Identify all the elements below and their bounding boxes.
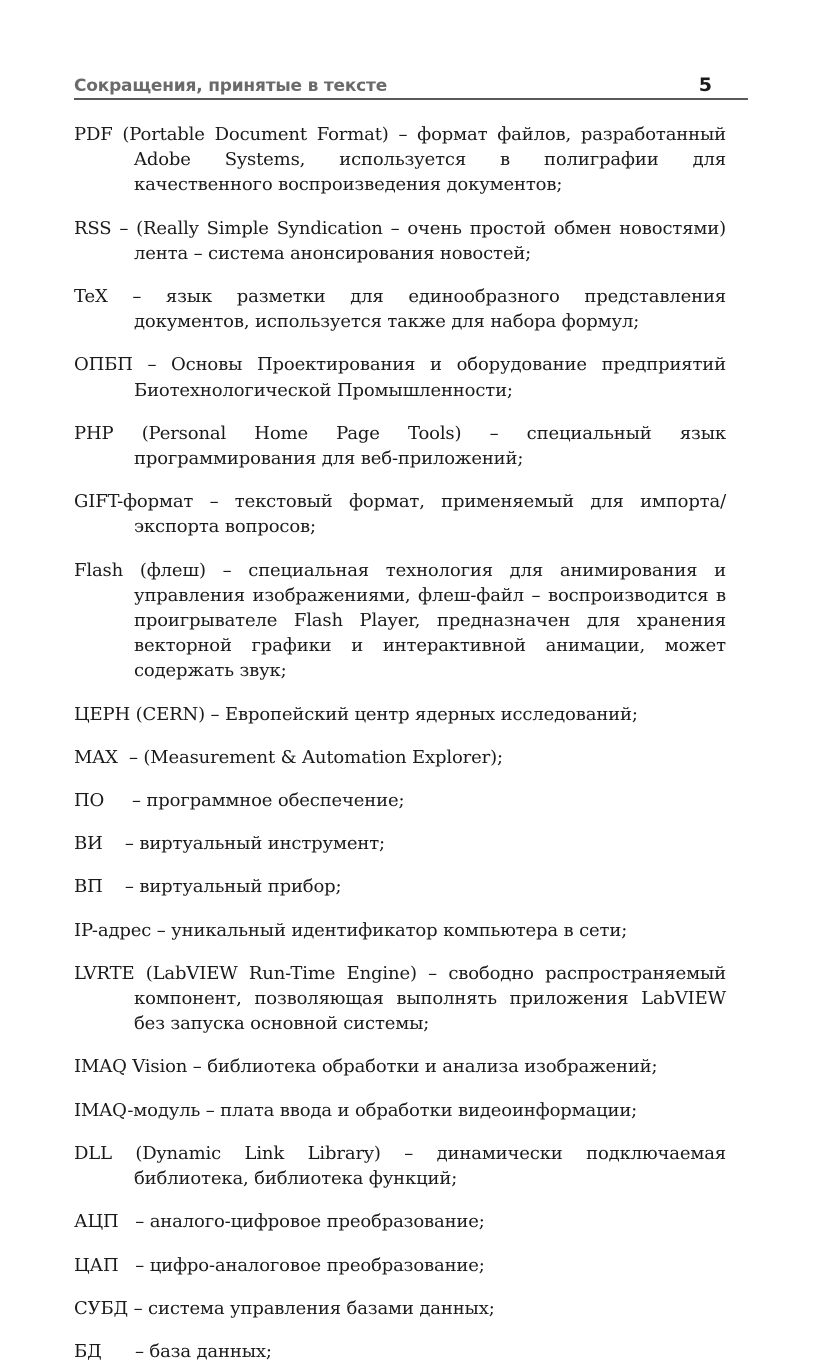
abbreviation-entry-tex: TeX – язык разметки для единообразного представления документов, используется также для набора формул; [74,286,726,333]
abbreviation-entry-vi: ВИ – виртуальный инструмент; [74,833,385,855]
abbreviation-entry-lvrte: LVRTE (LabVIEW Run-Time Engine) – свободно распространяемый компонент, позволяющая выполнять приложения LabVIEW без запуска основной системы; [74,962,726,1035]
abbreviation-entry-imaq-vision: IMAQ Vision – библиотека обработки и анализа изображений; [74,1056,658,1078]
running-title: Сокращения, принятые в тексте [74,76,388,96]
abbreviation-entry-dll: DLL (Dynamic Link Library) – динамически подключаемая библиотека, библиотека функций; [74,1142,726,1190]
abbreviation-list [74,122,726,1364]
abbreviation-entry-po: ПО – программное обеспечение; [74,790,405,812]
abbreviation-entry-db: БД – база данных; [74,1340,272,1362]
abbreviation-entry-adc: АЦП – аналого-цифровое преобразование; [74,1211,485,1233]
abbreviation-entry-gift: GIFT-формат – текстовый формат, применяемый для импорта/экспорта вопросов; [74,491,726,538]
abbreviation-entry-flash: Flash (флеш) – специальная технология для анимирования и управления изображениями, флеш-файл – воспроизводится в проигрывателе Flash Player, предназначен для хранения векторной графики и интерактивной анимации, может содержать звук; [74,559,726,682]
abbreviation-entry-rss: RSS – (Really Simple Syndication – очень простой обмен новостями) лента – система анонсирования новостей; [74,217,726,264]
abbreviation-entry-ip: IP-адрес – уникальный идентификатор компьютера в сети; [74,919,628,941]
page-number: 5 [698,74,712,96]
abbreviation-entry-cern: ЦЕРН (CERN) – Европейский центр ядерных исследований; [74,703,638,725]
abbreviation-entry-max: MAX – (Measurement & Automation Explorer); [74,746,503,768]
abbreviation-entry-pdf: PDF (Portable Document Format) – формат файлов, разработанный Adobe Systems, используется в полиграфии для качественного воспроизведения документов; [74,124,726,196]
abbreviation-entry-vp: ВП – виртуальный прибор; [74,876,342,898]
page [74,66,748,1370]
abbreviation-entry-php: PHP (Personal Home Page Tools) – специальный язык программирования для веб-приложений; [74,422,726,470]
abbreviation-entry-dbms: СУБД – система управления базами данных; [74,1297,495,1319]
abbreviation-entry-imaq-module: IMAQ-модуль – плата ввода и обработки видеоинформации; [74,1099,638,1121]
abbreviation-entry-dac: ЦАП – цифро-аналоговое преобразование; [74,1254,485,1276]
running-header [74,66,748,100]
abbreviation-entry-opbp: ОПБП – Основы Проектирования и оборудование предприятий Биотехнологической Промышленности; [74,354,726,401]
